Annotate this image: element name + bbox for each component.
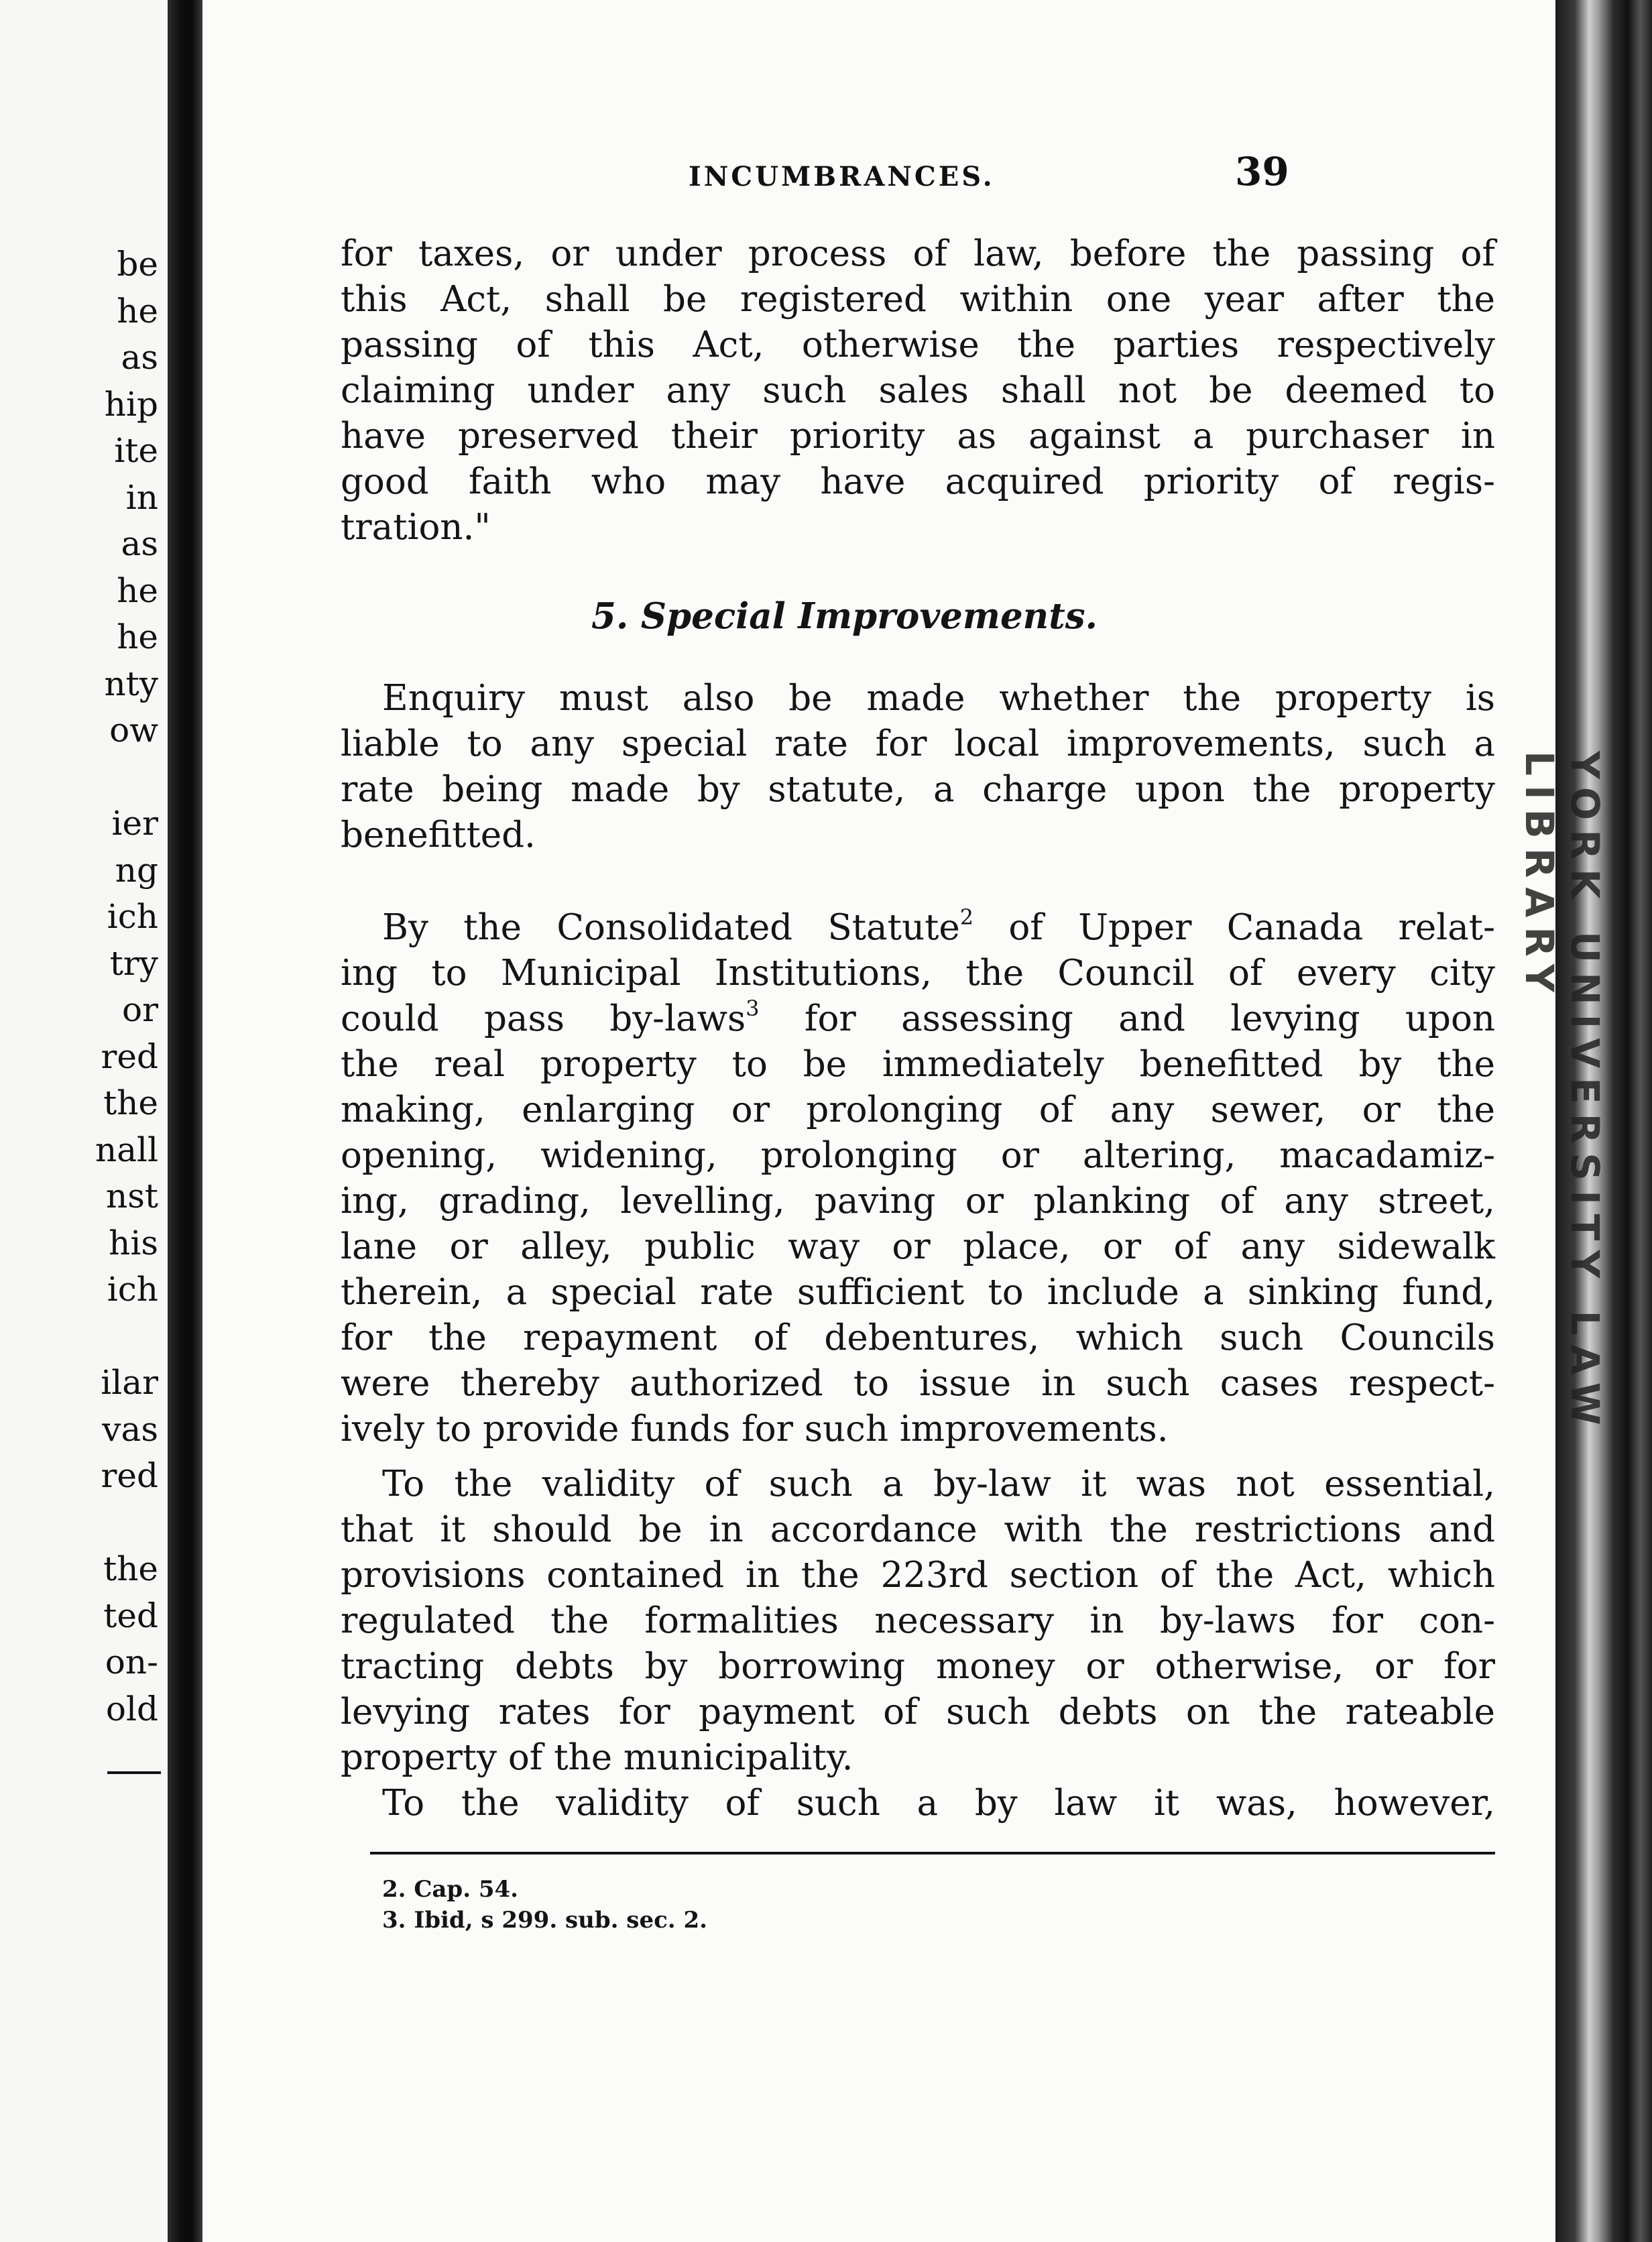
text-line: rate being made by statute, a charge upon the property <box>341 769 1495 810</box>
text-line: were thereby authorized to issue in such cases respect- <box>341 1363 1495 1404</box>
text-line: regulated the formalities necessary in by-laws for con- <box>341 1600 1495 1641</box>
fragment: ich <box>107 897 158 936</box>
book-gutter <box>168 0 202 2242</box>
previous-page-line-fragments <box>95 241 158 1732</box>
previous-page-footnote-rule <box>107 1771 161 1774</box>
text-line: lane or alley, public way or place, or of any sidewalk <box>341 1226 1495 1267</box>
fragment: ow <box>109 711 158 750</box>
text-line: have preserved their priority as against a purchaser in <box>341 416 1495 457</box>
fragment: hip <box>104 384 158 424</box>
fragment: in <box>125 477 158 517</box>
fragment: ted <box>103 1596 158 1635</box>
text-line: for the repayment of debentures, which such Councils <box>341 1317 1495 1358</box>
footnote-2: 2. Cap. 54. <box>382 1876 519 1903</box>
fragment: nty <box>104 664 158 703</box>
text-line: this Act, shall be registered within one year after the <box>341 279 1495 320</box>
text-line: making, enlarging or prolonging of any sewer, or the <box>341 1089 1495 1130</box>
fragment: the <box>103 1549 158 1588</box>
text-line: good faith who may have acquired priority of regis- <box>341 461 1495 502</box>
text-line: benefitted. <box>341 815 536 856</box>
fragment: red <box>101 1037 158 1076</box>
fragment: try <box>109 943 158 983</box>
text-line: property of the municipality. <box>341 1737 853 1778</box>
text-line: tration." <box>341 507 491 548</box>
text-line <box>341 905 1495 951</box>
text-line: ing, grading, levelling, paving or planking of any street, <box>341 1181 1495 1222</box>
fragment: ier <box>111 804 158 843</box>
fragment: ng <box>115 850 158 890</box>
text-line: passing of this Act, otherwise the parties respectively <box>341 324 1495 365</box>
text-line: liable to any special rate for local improvements, such a <box>341 723 1495 764</box>
text-line: opening, widening, prolonging or altering, macadamiz- <box>341 1135 1495 1176</box>
text-line: ing to Municipal Institutions, the Council of every city <box>341 953 1495 994</box>
fragment: nst <box>106 1177 158 1216</box>
fragment: be <box>117 245 158 284</box>
text-line: Enquiry must also be made whether the property is <box>382 678 1495 719</box>
fragment: ite <box>114 431 158 470</box>
fragment: ich <box>107 1270 158 1309</box>
paragraph-validity-not-essential <box>341 1462 1495 1826</box>
text-line: To the validity of such a by law it was, however, <box>382 1783 1495 1824</box>
library-stamp: YORK UNIVERSITY LAW LIBRARY <box>1517 751 1608 1435</box>
text-line: claiming under any such sales shall not be deemed to <box>341 370 1495 411</box>
text-line <box>341 996 1495 1042</box>
footnotes <box>382 1874 707 1936</box>
fragment: as <box>121 524 158 563</box>
fragment: as <box>121 338 158 377</box>
section-heading: 5. Special Improvements. <box>591 595 1098 637</box>
fragment: he <box>117 571 158 610</box>
fragment-gap <box>95 1500 158 1547</box>
fragment-gap <box>95 754 158 801</box>
paragraph-statute-quote-end <box>341 231 1495 550</box>
footnote-ref-3: 3 <box>746 996 760 1022</box>
fragment: ilar <box>101 1363 158 1402</box>
fragment: red <box>101 1456 158 1495</box>
fragment: old <box>105 1689 158 1728</box>
footnote-ref-2: 2 <box>959 905 973 931</box>
text-run: of Upper Canada relat- <box>973 907 1496 948</box>
text-run: could pass by-laws <box>341 998 746 1039</box>
text-line: provisions contained in the 223rd section of the Act, which <box>341 1555 1495 1596</box>
text-line: for taxes, or under process of law, before the passing of <box>341 233 1495 274</box>
text-run: for assessing and levying upon <box>759 998 1495 1039</box>
fragment: nall <box>95 1130 158 1169</box>
paragraph-enquiry <box>341 676 1495 858</box>
text-line: To the validity of such a by-law it was not essential, <box>382 1464 1495 1504</box>
fragment: on- <box>105 1643 158 1682</box>
page-number: 39 <box>1235 149 1289 194</box>
text-line: that it should be in accordance with the restrictions and <box>341 1509 1495 1550</box>
footnote-3: 3. Ibid, s 299. sub. sec. 2. <box>382 1907 707 1934</box>
fragment: his <box>109 1223 158 1262</box>
fragment: he <box>117 291 158 331</box>
footnote-rule <box>370 1852 1495 1854</box>
paragraph-consolidated-statute <box>341 905 1495 1452</box>
page <box>202 0 1555 2242</box>
fragment-gap <box>95 1313 158 1360</box>
text-line: levying rates for payment of such debts on the rateable <box>341 1692 1495 1732</box>
fragment: he <box>117 617 158 656</box>
previous-page-edge <box>0 0 168 2242</box>
text-run: By the Consolidated Statute <box>382 907 960 948</box>
running-head: INCUMBRANCES. <box>689 161 995 192</box>
text-line: therein, a special rate sufficient to include a sinking fund, <box>341 1272 1495 1313</box>
fragment: the <box>103 1083 158 1122</box>
fragment: vas <box>102 1409 158 1449</box>
fragment: or <box>121 990 158 1029</box>
text-line: tracting debts by borrowing money or otherwise, or for <box>341 1646 1495 1687</box>
text-line: the real property to be immediately benefitted by the <box>341 1044 1495 1085</box>
text-line: ively to provide funds for such improvements. <box>341 1409 1169 1450</box>
